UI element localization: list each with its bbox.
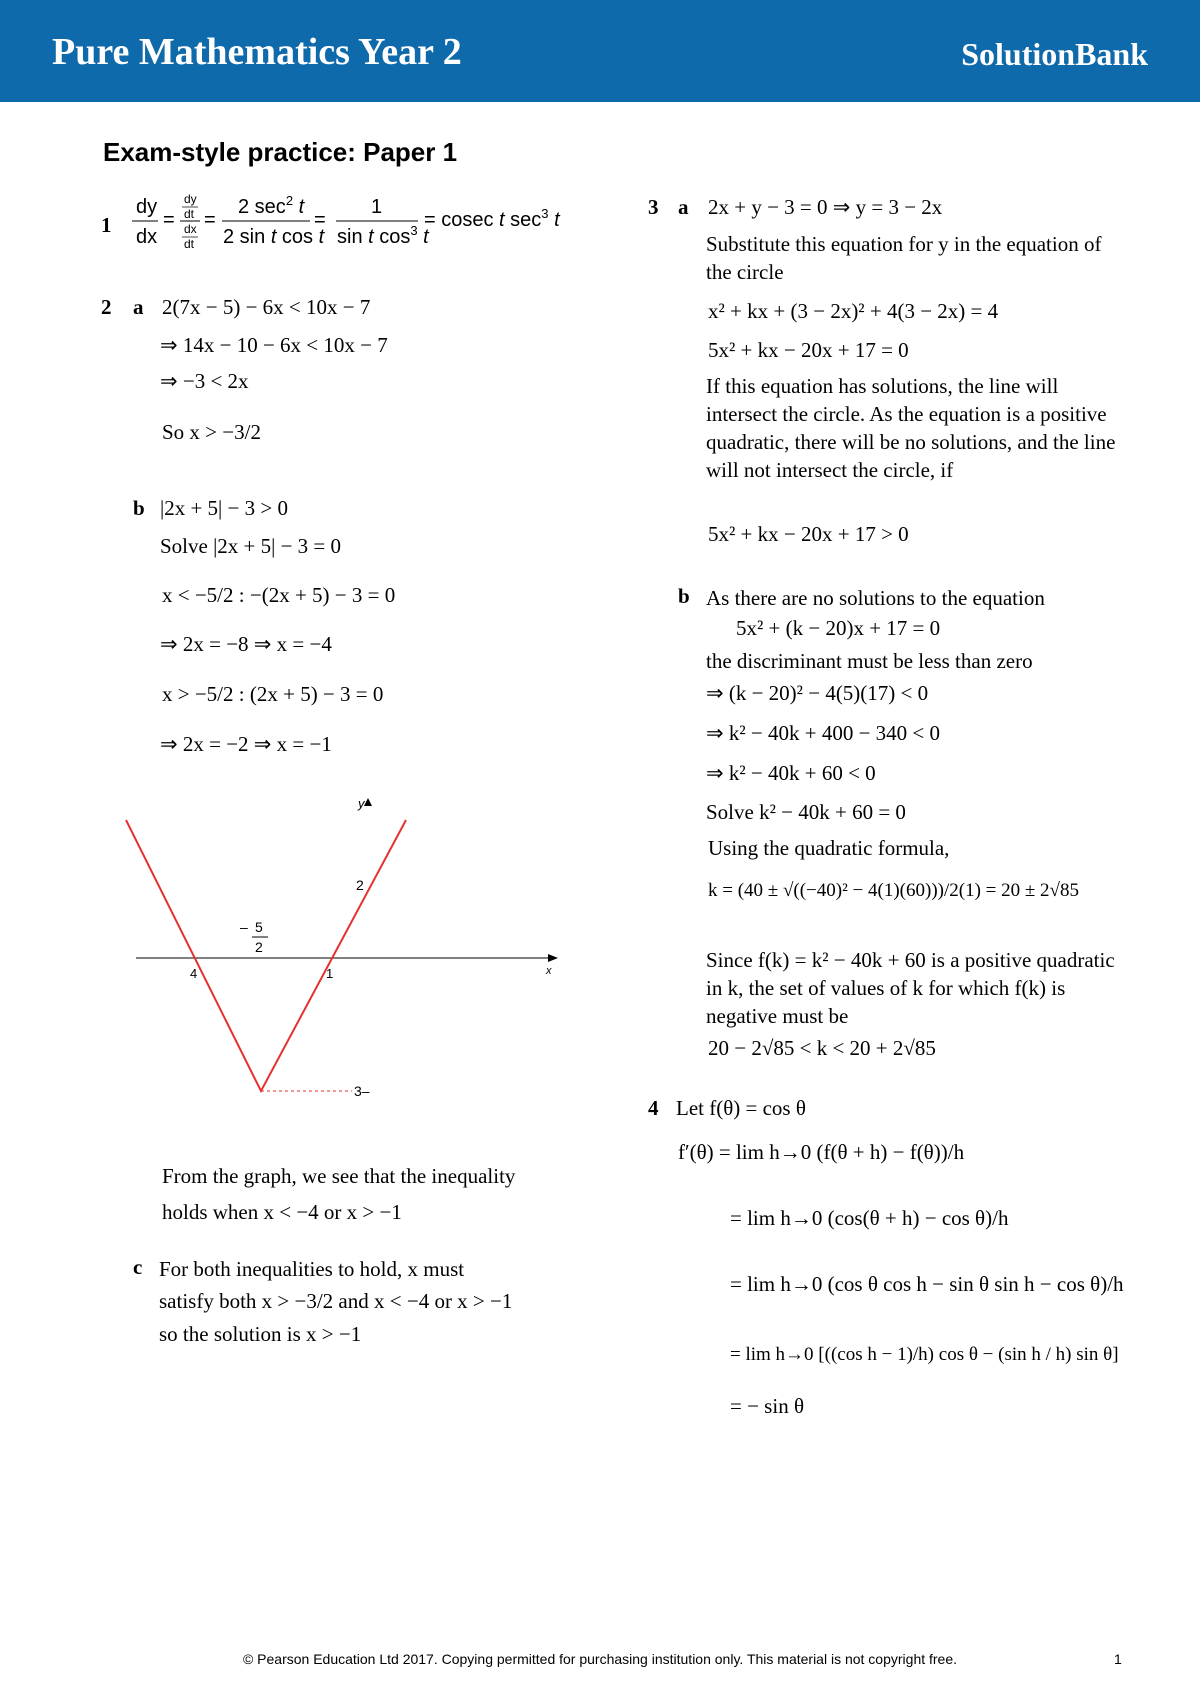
q1-number: 1 — [101, 213, 112, 237]
q3a-line-4: 5x² + kx − 20x + 17 = 0 — [708, 338, 909, 362]
modulus-graph — [118, 790, 558, 1110]
q3a-line-1: 2x + y − 3 = 0 ⇒ y = 3 − 2x — [708, 195, 943, 219]
svg-text:dt: dt — [184, 207, 195, 221]
q2b-line-3: x < −5/2 : −(2x + 5) − 3 = 0 — [162, 583, 396, 607]
svg-text:dt: dt — [184, 237, 195, 251]
svg-text:dy: dy — [136, 196, 158, 218]
label-y-intercept: 2 — [356, 877, 364, 893]
q3a-line-3: x² + kx + (3 − 2x)² + 4(3 − 2x) = 4 — [708, 299, 999, 323]
q3b-line-9: k = (40 ± √((−40)² − 4(1)(60)))/2(1) = 20 ± 2√85 — [708, 880, 1079, 901]
svg-text:–: – — [240, 919, 248, 935]
q3a-line-6: 5x² + kx − 20x + 17 > 0 — [708, 522, 909, 546]
q2c-line-1: For both inequalities to hold, x must — [159, 1257, 465, 1281]
q2b-line-2: Solve |2x + 5| − 3 = 0 — [160, 534, 342, 558]
svg-text:5: 5 — [255, 919, 263, 935]
q2c-label: c — [133, 1255, 143, 1279]
page-title: Exam-style practice: Paper 1 — [103, 137, 458, 167]
q3a-line-2: Substitute this equation for y in the equation of the circle — [706, 232, 1102, 284]
q3b-line-1: As there are no solutions to the equation — [706, 586, 1045, 610]
svg-text:2 sin t cos t: 2 sin t cos t — [223, 226, 325, 248]
q3b-line-8: Using the quadratic formula, — [708, 836, 950, 860]
q3b-line-10: Since f(k) = k² − 40k + 60 is a positive quadratic in k, the set of values of k for which f(k) is negative must be — [706, 948, 1115, 1028]
book-title: Pure Mathematics Year 2 — [52, 31, 462, 73]
q4-line-5: = lim h→0 [((cos h − 1)/h) cos θ − (sin h / h) sin θ] — [730, 1344, 1119, 1365]
graph-text-1: From the graph, we see that the inequality — [162, 1164, 516, 1188]
q4-number: 4 — [648, 1096, 659, 1120]
q1-expression — [128, 190, 558, 260]
q4-line-4: = lim h→0 (cos θ cos h − sin θ sin h − cos θ)/h — [730, 1272, 1124, 1296]
q3a-line-5: If this equation has solutions, the line will intersect the circle. As the equation is a positive quadratic, there will be no solutions, and the line will not intersect the circle, if — [706, 374, 1116, 482]
q2c-line-3: so the solution is x > −1 — [159, 1322, 362, 1346]
svg-text:2: 2 — [255, 939, 263, 955]
q2a-label: a — [133, 295, 144, 319]
q2b-line-4: ⇒ 2x = −8 ⇒ x = −4 — [160, 632, 332, 656]
q3b-line-4: ⇒ (k − 20)² − 4(5)(17) < 0 — [706, 681, 929, 705]
label-root-left: 4 — [190, 966, 198, 981]
q2a-line-2: ⇒ 14x − 10 − 6x < 10x − 7 — [160, 333, 388, 357]
q4-line-3: = lim h→0 (cos(θ + h) − cos θ)/h — [730, 1206, 1009, 1230]
page-number: 1 — [1114, 1651, 1122, 1667]
q3b-line-11: 20 − 2√85 < k < 20 + 2√85 — [708, 1036, 936, 1060]
q4-line-1: Let f(θ) = cos θ — [676, 1096, 806, 1120]
q3b-label: b — [678, 584, 690, 608]
y-axis-arrow-icon — [364, 798, 372, 806]
header-bar — [0, 0, 1200, 102]
q2a-line-3: ⇒ −3 < 2x — [160, 369, 249, 393]
q2b-label: b — [133, 496, 145, 520]
q2a-line-4: So x > −3/2 — [162, 420, 261, 444]
q2c-line-2: satisfy both x > −3/2 and x < −4 or x > −1 — [159, 1289, 513, 1313]
q3b-line-3: the discriminant must be less than zero — [706, 649, 1033, 673]
brand-name: SolutionBank — [961, 36, 1148, 72]
q3a-label: a — [678, 195, 689, 219]
x-axis-arrow-icon — [548, 954, 558, 962]
q2a-line-1: 2(7x − 5) − 6x < 10x − 7 — [162, 295, 371, 319]
svg-text:=: = — [163, 209, 175, 231]
q3b-line-5: ⇒ k² − 40k + 400 − 340 < 0 — [706, 721, 941, 745]
svg-text:= cosec t sec3 t: = cosec t $\sec^3 t$ — [424, 206, 560, 231]
copyright-footer: © Pearson Education Ltd 2017. Copying permitted for purchasing institution only. This material is not copyright free. — [242, 1651, 958, 1667]
graph-text-2: holds when x < −4 or x > −1 — [162, 1200, 402, 1224]
q2b-line-6: ⇒ 2x = −2 ⇒ x = −1 — [160, 732, 332, 756]
x-axis-label: x — [546, 965, 552, 977]
label-min: 3– — [354, 1083, 370, 1099]
q4-line-2: f′(θ) = lim h→0 (f(θ + h) − f(θ))/h — [678, 1140, 965, 1164]
svg-text:1: 1 — [371, 196, 383, 218]
label-vertex-x — [240, 919, 268, 955]
svg-text:dy: dy — [184, 192, 197, 206]
q3b-line-2: 5x² + (k − 20)x + 17 = 0 — [736, 616, 941, 640]
svg-text:=: = — [314, 209, 326, 231]
label-root-right: 1 — [326, 966, 334, 981]
svg-text:dx: dx — [136, 226, 158, 248]
svg-text:dx: dx — [184, 222, 197, 236]
svg-text:=: = — [204, 209, 216, 231]
q4-line-6: = − sin θ — [730, 1394, 805, 1418]
svg-text:2 sec2 t: 2 $\sec^2 t$ — [238, 193, 305, 218]
q2-number: 2 — [101, 295, 112, 319]
svg-text:sin t cos3 t: sin t $\cos^3 t$ — [337, 223, 429, 248]
q3b-line-6: ⇒ k² − 40k + 60 < 0 — [706, 761, 876, 785]
q3-number: 3 — [648, 195, 659, 219]
q2b-line-5: x > −5/2 : (2x + 5) − 3 = 0 — [162, 682, 384, 706]
q3b-line-7: Solve k² − 40k + 60 = 0 — [706, 800, 906, 824]
graph-line — [126, 820, 406, 1091]
q2b-line-1: |2x + 5| − 3 > 0 — [160, 496, 288, 520]
y-axis-label: y — [358, 796, 365, 811]
